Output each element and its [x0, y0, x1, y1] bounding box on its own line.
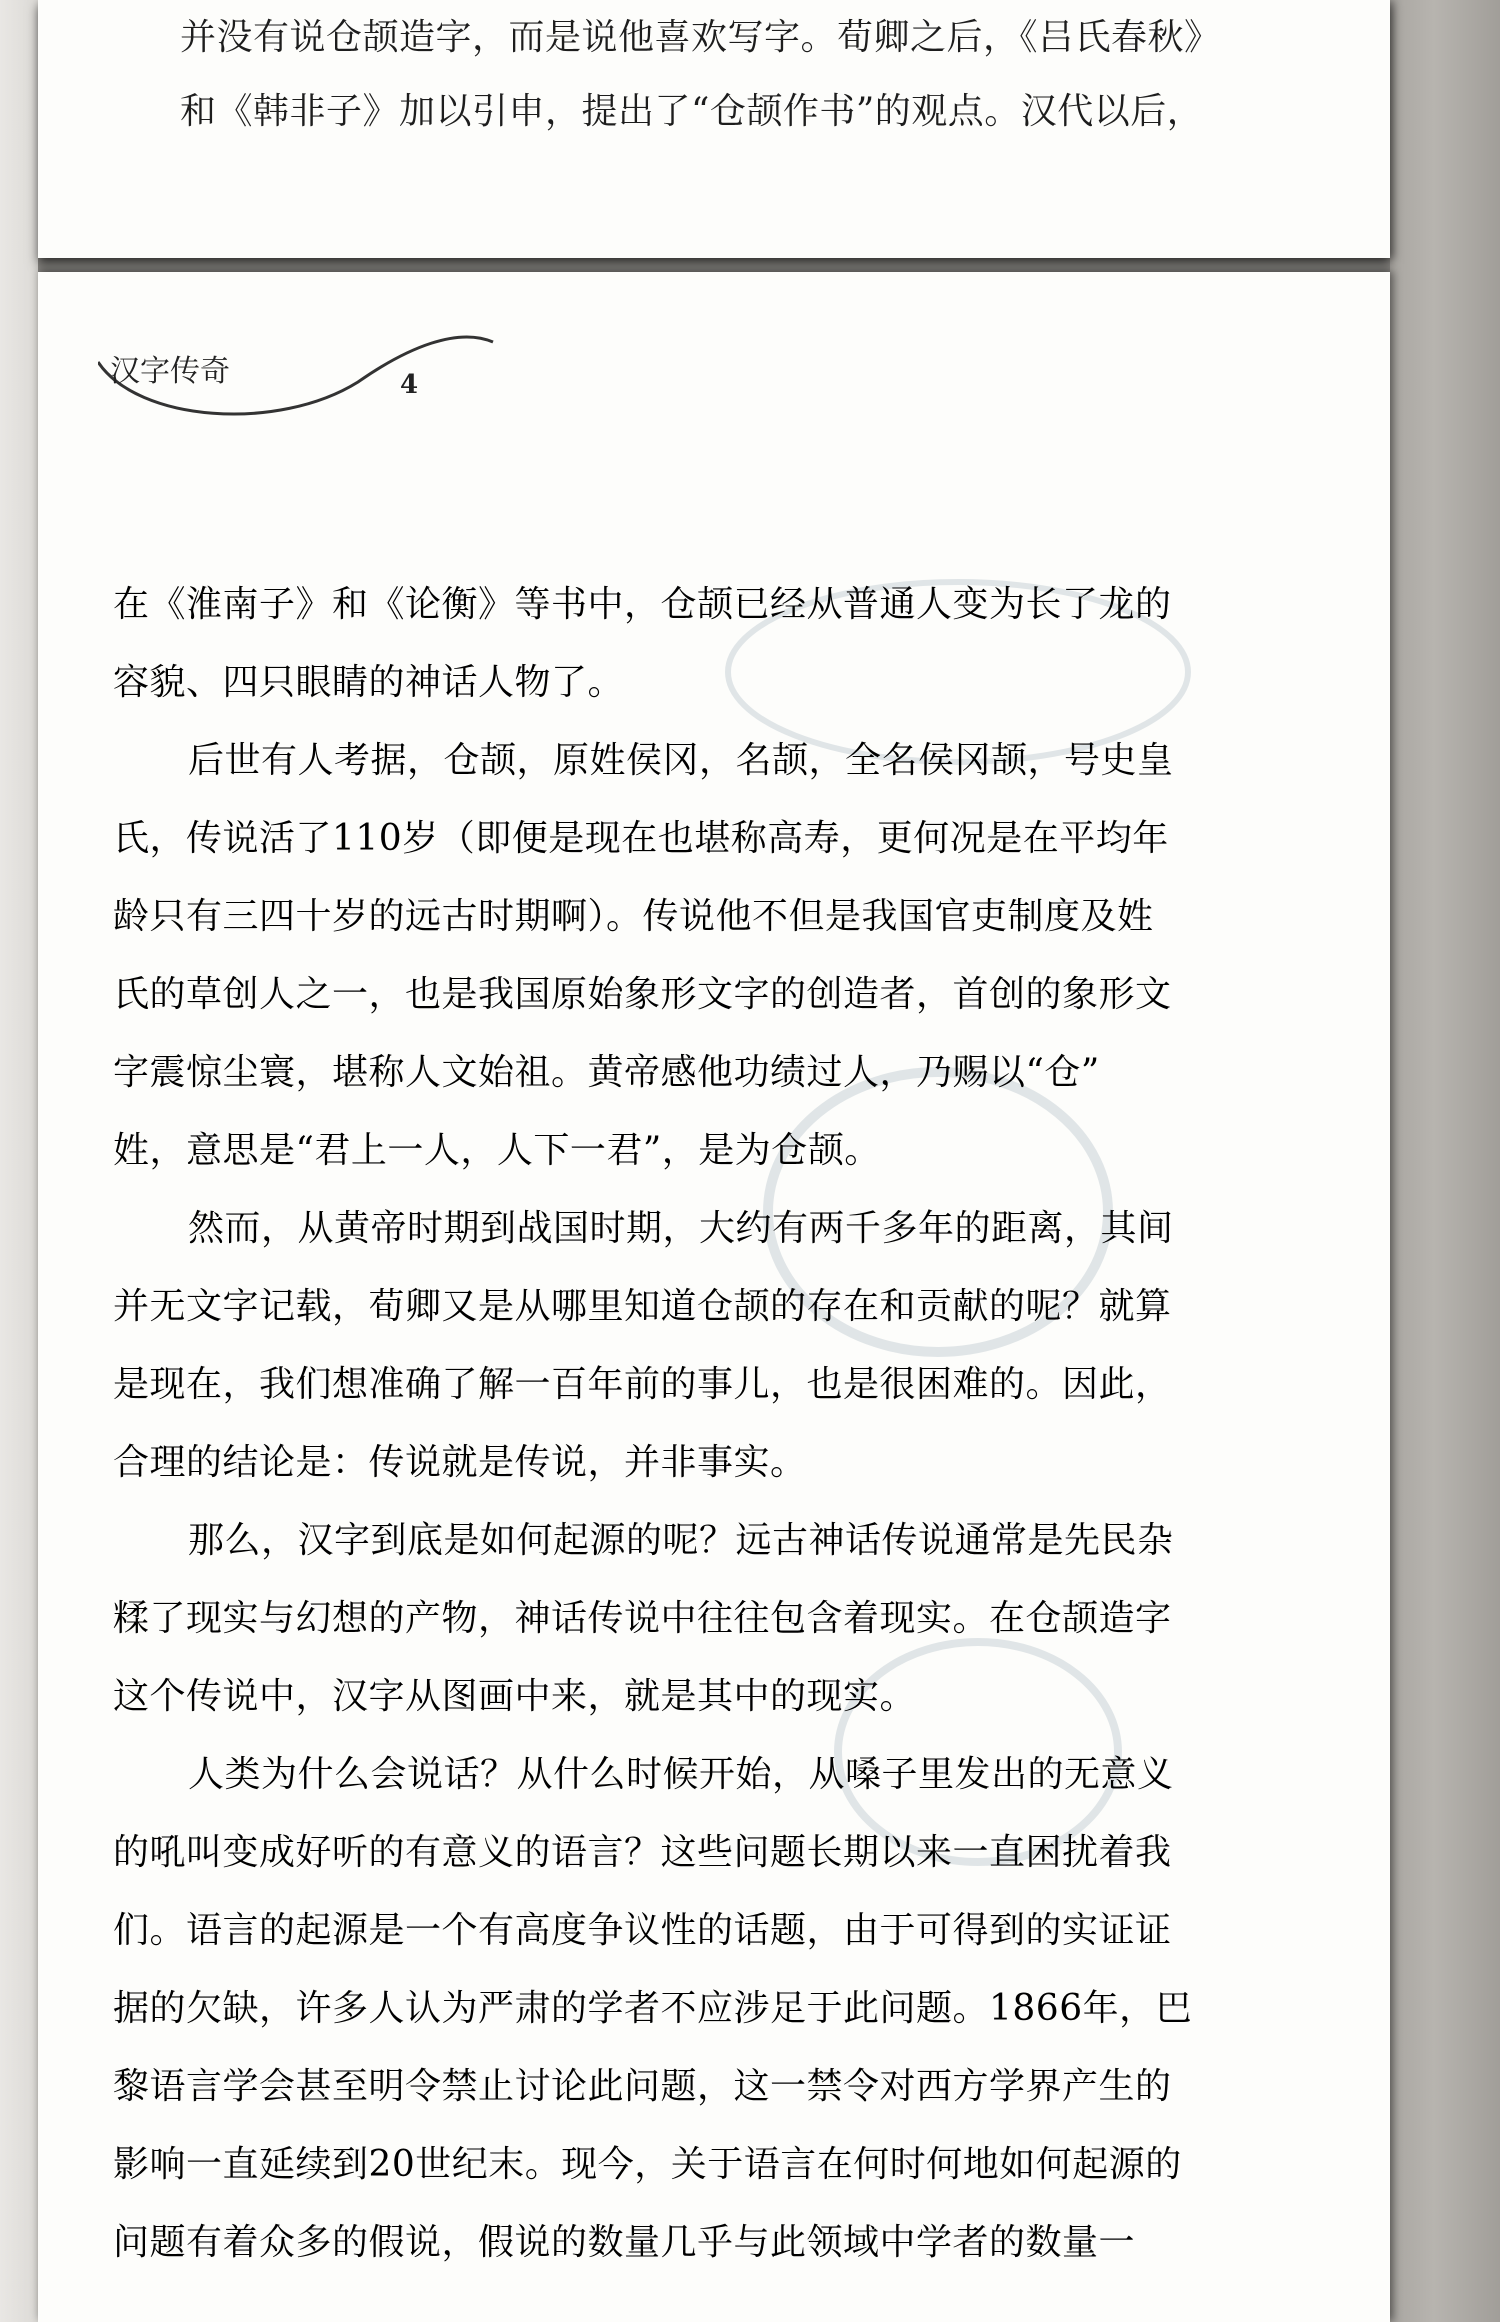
body-text-line: 是现在，我们想准确了解一百年前的事儿，也是很困难的。因此， — [113, 1364, 1172, 1405]
body-text-line: 氏的草创人之一，也是我国原始象形文字的创造者，首创的象形文 — [113, 974, 1172, 1015]
body-text-line: 黎语言学会甚至明令禁止讨论此问题，这一禁令对西方学界产生的 — [113, 2066, 1172, 2107]
body-text-line: 容貌、四只眼睛的神话人物了。 — [113, 662, 625, 703]
body-text-line: 影响一直延续到20世纪末。现今，关于语言在何时何地如何起源的 — [113, 2144, 1182, 2185]
page-number: 4 — [400, 370, 419, 400]
body-text-line: 这个传说中，汉字从图画中来，就是其中的现实。 — [113, 1676, 917, 1717]
body-text-line: 在《淮南子》和《论衡》等书中，仓颉已经从普通人变为长了龙的 — [113, 584, 1172, 625]
body-text-line: 合理的结论是：传说就是传说，并非事实。 — [113, 1442, 807, 1483]
body-text-line: 问题有着众多的假说，假说的数量几乎与此领域中学者的数量一 — [113, 2222, 1136, 2263]
body-text-line: 据的欠缺，许多人认为严肃的学者不应涉足于此问题。1866年，巴 — [113, 1988, 1193, 2029]
left-frame — [0, 0, 38, 2322]
right-frame — [1390, 0, 1500, 2322]
body-text-line: 糅了现实与幻想的产物，神话传说中往往包含着现实。在仓颉造字 — [113, 1598, 1172, 1639]
running-header-title: 汉字传奇 — [110, 354, 230, 389]
body-text-line: 并无文字记载，荀卿又是从哪里知道仓颉的存在和贡献的呢？就算 — [113, 1286, 1172, 1327]
body-text-line: 龄只有三四十岁的远古时期啊）。传说他不但是我国官吏制度及姓 — [113, 896, 1154, 937]
body-text-line: 们。语言的起源是一个有高度争议性的话题，由于可得到的实证证 — [113, 1910, 1172, 1951]
top-text-line: 和《韩非子》加以引申，提出了“仓颉作书”的观点。汉代以后， — [180, 91, 1204, 132]
body-text-line: 的吼叫变成好听的有意义的语言？这些问题长期以来一直困扰着我 — [113, 1832, 1172, 1873]
top-page — [38, 0, 1390, 258]
body-text-line: 姓，意思是“君上一人，人下一君”，是为仓颉。 — [113, 1130, 881, 1171]
body-text-line: 然而，从黄帝时期到战国时期，大约有两千多年的距离，其间 — [188, 1208, 1174, 1249]
body-text-line: 那么，汉字到底是如何起源的呢？远古神话传说通常是先民杂 — [188, 1520, 1174, 1561]
body-text-line: 后世有人考据，仓颉，原姓侯冈，名颉，全名侯冈颉，号史皇 — [188, 740, 1174, 781]
body-text-line: 字震惊尘寰，堪称人文始祖。黄帝感他功绩过人，乃赐以“仓” — [113, 1052, 1100, 1093]
top-text-line: 并没有说仓颉造字，而是说他喜欢写字。荀卿之后，《吕氏春秋》 — [180, 17, 1221, 58]
body-text-line: 人类为什么会说话？从什么时候开始，从嗓子里发出的无意义 — [188, 1754, 1174, 1795]
body-text-line: 氏，传说活了110岁（即便是现在也堪称高寿，更何况是在平均年 — [113, 818, 1169, 859]
